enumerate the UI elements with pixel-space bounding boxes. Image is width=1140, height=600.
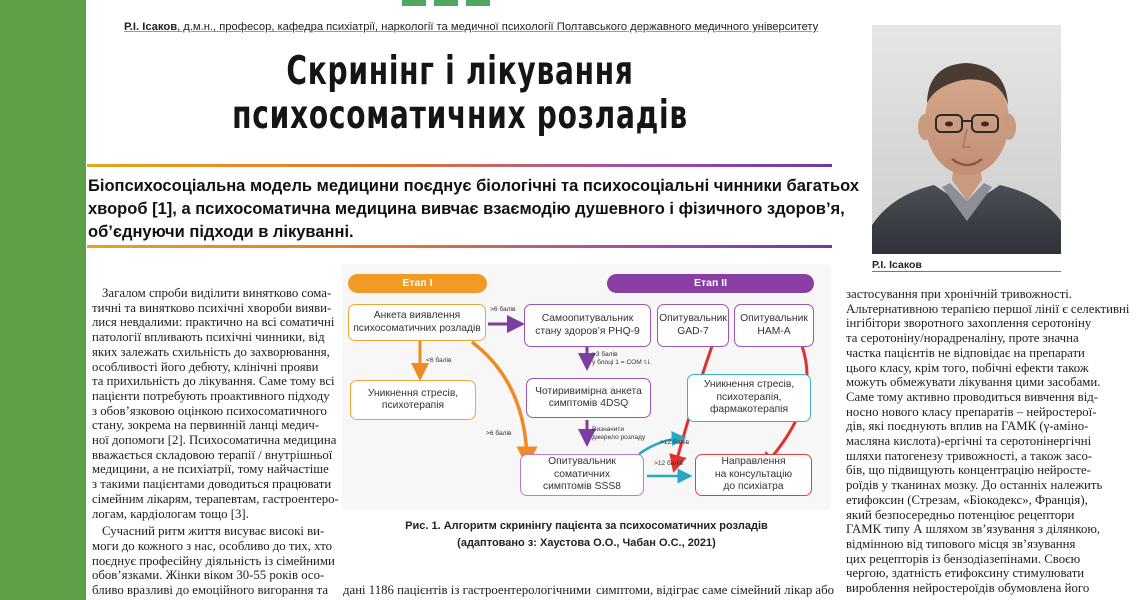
stage-1-label: Етап I xyxy=(348,274,487,293)
photo-caption-rule xyxy=(872,271,1061,272)
text-line: частка пацієнтів не відповідає на препарати xyxy=(846,345,1085,360)
photo-caption: Р.І. Ісаков xyxy=(872,259,922,271)
label-gt3: >3 балів у блоці 1 = СОМ т.і. xyxy=(592,351,651,366)
text-line: лися невдалими: практично на всі соматичні xyxy=(92,315,335,330)
text-line: носно нового класу препаратів – нейростерої- xyxy=(846,404,1097,419)
text-line: Альтернативною терапією першої лінії є селективні xyxy=(846,301,1130,316)
text-line: чергою, здатність етифоксину стимулювати xyxy=(846,566,1085,581)
label-gt12-a: >12 балів xyxy=(660,439,690,446)
text-line: та серотоніну/норадреналіну, проте значна xyxy=(846,331,1079,346)
text-line: вироблення нейростероїдів обумовлена його xyxy=(846,581,1090,596)
text-line: цих рецепторів із бензодіазепінами. Своєю xyxy=(846,551,1081,566)
text-line: з обов’язковою оцінкою психосоматичного xyxy=(92,403,327,418)
lead-paragraph xyxy=(88,175,860,244)
text-line: етифоксин (Стрезам, «Біокодекс», Франція), xyxy=(846,492,1088,507)
box-avoid-stress-psychotherapy: Уникнення стресів, психотерапія xyxy=(350,380,476,420)
byline-author: Р.І. Ісаков xyxy=(124,21,178,33)
text-line: роїдів у тканинах мозку. До останніх належить xyxy=(846,478,1103,493)
gradient-rule-top xyxy=(87,164,832,167)
title-line: Скринінг і лікування xyxy=(286,49,634,94)
box-psychiatrist-referral: Направлення на консультацію до психіатра xyxy=(695,454,812,496)
figure-caption-line: (адаптовано з: Хаустова О.О., Чабан О.С., 2021) xyxy=(457,537,716,549)
text-line: обов’язками. Жінки віком 30-55 років осо- xyxy=(92,568,325,583)
text-line: масляна кислота)-ергічні та серотонінергічні xyxy=(846,434,1092,449)
stage-2-label: Етап II xyxy=(607,274,814,293)
portrait-illustration xyxy=(872,25,1061,254)
green-side-bar xyxy=(0,0,86,600)
text-line: патології впливають психічні чинники, від xyxy=(92,330,325,345)
text-line: бів, що підвищують концентрацію нейросте- xyxy=(846,463,1091,478)
box-4dsq: Чотиривимірна анкета симптомів 4DSQ xyxy=(526,378,651,418)
algorithm-figure xyxy=(342,264,831,510)
top-decorative-marks xyxy=(402,0,492,6)
text-line: особливості його дебюту, клінічні прояви xyxy=(92,359,319,374)
text-line: Саме тому активно проводиться вивчення від- xyxy=(846,389,1099,404)
byline-affiliation: , д.м.н., професор, кафедра психіатрії, наркології та медичної психології Полтавського державного медичного університету xyxy=(177,21,819,33)
text-line: пацієнти потребують проактивного підходу xyxy=(92,388,330,403)
box-gad7: Опитувальник GAD-7 xyxy=(657,304,729,347)
middle-column-text-2: симптоми, відіграє саме сімейний лікар або xyxy=(596,583,835,597)
text-line: моги до кожного з нас, особливо до тих, хто xyxy=(92,538,333,553)
text-line: цього класу, крім того, побічні ефекти також xyxy=(846,360,1089,375)
title-line: психосоматичних розладів xyxy=(232,93,688,138)
text-line: яких залежать схильність до захворювання, xyxy=(92,344,330,359)
label-lt6: <6 балів xyxy=(426,357,452,364)
text-line: шляхи патогенезу тривожності, а також засо- xyxy=(846,448,1093,463)
text-line: який безпосередньо потенціює рецептори xyxy=(846,507,1075,522)
text-line: тичні та винятково психічні хвороби вияви- xyxy=(92,300,332,315)
box-ham-a: Опитувальник HAM-A xyxy=(734,304,814,347)
box-phq9: Самоопитувальник стану здоров’я PHQ-9 xyxy=(524,304,651,347)
text-line: інгібітори зворотного захоплення серотоніну xyxy=(846,316,1092,331)
text-line: бливо вразливі до емоційного вигорання та xyxy=(92,583,329,598)
text-line: медицини, а не психіатрії, тому найчастіше xyxy=(92,462,329,477)
box-avoid-stress-pharmacotherapy: Уникнення стресів, психотерапія, фармакотерапія xyxy=(687,374,811,422)
lead-line: об’єднуючи підходи в лікуванні. xyxy=(88,223,354,241)
text-line: Загалом спроби виділити винятково сома- xyxy=(102,286,332,300)
middle-column-text-1: дані 1186 пацієнтів із гастроентерологічними xyxy=(343,583,591,597)
box-sss8: Опитувальник соматичних симптомів SSS8 xyxy=(520,454,644,496)
article-title xyxy=(201,50,719,138)
lead-line: Біопсихосоціальна модель медицини поєднує біологічні та психосоціальні чинники багатьох xyxy=(88,177,860,195)
text-line: відмінною від типового місця зв’язування xyxy=(846,536,1076,551)
box-screening-questionnaire: Анкета виявлення психосоматичних розладів xyxy=(348,304,486,341)
label-gt6-b: >6 балів xyxy=(486,430,512,437)
text-line: вважається складовою терапії / внутрішньої xyxy=(92,447,333,462)
text-line: застосування при хронічній тривожності. xyxy=(846,287,1073,301)
text-line: з такими пацієнтами доводиться працювати xyxy=(92,477,332,492)
figure-caption-line: Рис. 1. Алгоритм скринінгу пацієнта за психосоматичних розладів xyxy=(405,520,768,532)
text-line: та прихильність до лікування. Саме тому всі xyxy=(92,374,335,389)
left-column xyxy=(92,286,339,598)
text-line: дів, які поєднують вплив на ГАМК (γ-аміно- xyxy=(846,419,1089,434)
text-line: поєднує професійну діяльність із сімейними xyxy=(92,553,335,568)
text-line: сімейним лікарям, терапевтам, гастроентеро- xyxy=(92,491,339,506)
text-line: логам, кардіологам тощо [3]. xyxy=(92,506,249,521)
author-photo xyxy=(872,25,1061,254)
figure-caption xyxy=(342,518,831,552)
label-gt6-a: >6 балів xyxy=(490,306,516,313)
label-source: Визначити джерело розладу xyxy=(592,426,646,441)
gradient-rule-bottom xyxy=(87,245,832,248)
text-line: ГАМК типу А шляхом зв’язування з ділянкою, xyxy=(846,522,1101,537)
label-gt12-b: >12 балів xyxy=(654,460,684,467)
text-line: ної допомоги [2]. Психосоматична медицина xyxy=(92,433,337,448)
byline xyxy=(124,21,818,33)
text-line: стану, зокрема на первинній ланці медич- xyxy=(92,418,320,433)
text-line: Сучасний ритм життя висуває високі ви- xyxy=(102,524,325,539)
lead-line: хвороб [1], а психосоматична медицина вивчає взаємодію душевного і фізичного здоров’я, xyxy=(88,200,845,218)
right-column xyxy=(846,287,1130,596)
text-line: можуть обмежувати лікування цими засобами. xyxy=(846,375,1101,390)
